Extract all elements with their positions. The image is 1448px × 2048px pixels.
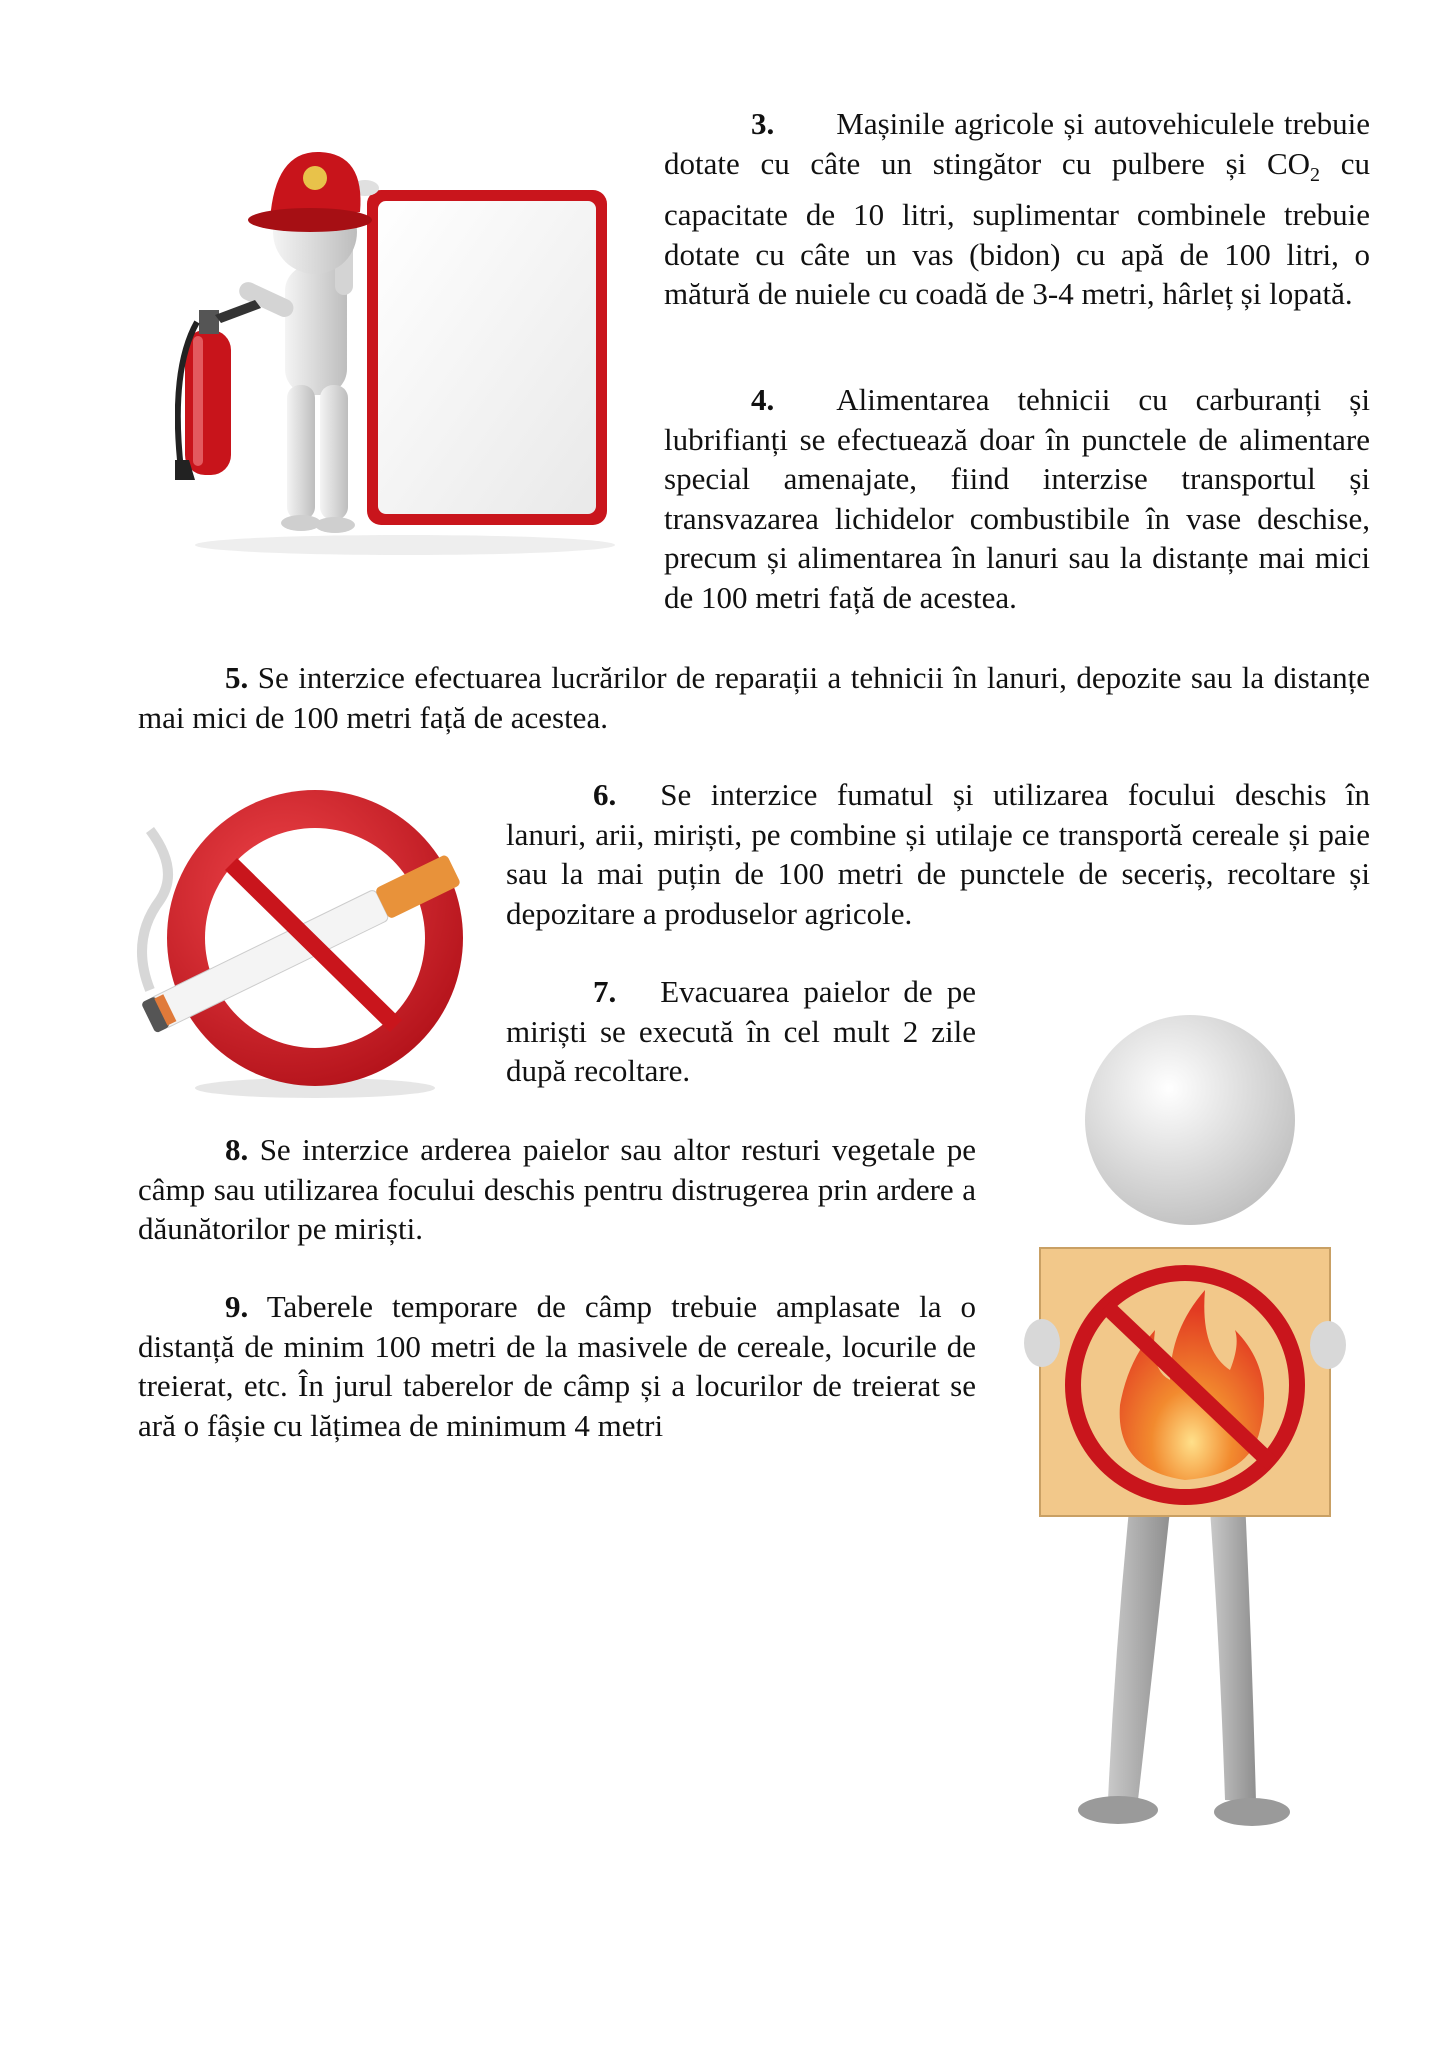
- item-9-text: Taberele temporare de câmp trebuie amplasate la o distanță de minim 100 metri de la masivele de cereale, locurile de treierat, etc. În jurul taberelor de câmp și a locurilor de treierat se ară o fâșie cu lățimea de minimum 4 metri: [138, 1289, 976, 1443]
- no-smoking-icon: [130, 770, 480, 1100]
- item-5-number: 5.: [225, 660, 249, 695]
- item-4-number: 4.: [751, 382, 775, 417]
- item-8: [138, 1130, 976, 1249]
- firefighter-with-extinguisher-icon: [175, 140, 615, 560]
- item-3-subscript: 2: [1310, 163, 1321, 186]
- firefighter-illustration: [175, 140, 615, 560]
- item-4-text: Alimentarea tehnicii cu carburanți și lubrifianți se efectuează doar în punctele de alimentare special amenajate, fiind interzise transportul și transvazarea lichidelor combustibile în vase deschise, precum și alimentarea în lanuri sau la distanțe mai mici de 100 metri față de acestea.: [664, 382, 1370, 615]
- item-7-text: Evacuarea paielor de pe miriști se execută în cel mult 2 zile după recoltare.: [506, 974, 976, 1088]
- item-6-number: 6.: [593, 777, 617, 812]
- item-3-text: Mașinile agricole și autovehiculele trebuie dotate cu câte un stingător cu pulbere și CO: [664, 106, 1370, 181]
- item-5-text: Se interzice efectuarea lucrărilor de reparații a tehnicii în lanuri, depozite sau la distanțe mai mici de 100 metri față de acestea.: [138, 660, 1371, 735]
- item-5: [138, 658, 1370, 737]
- no-fire-figure-illustration: [1020, 1010, 1350, 1840]
- item-6-text: Se interzice fumatul și utilizarea focului deschis în lanuri, arii, miriști, pe combine și utilaje ce transportă cereale și paie sau la mai puțin de 100 metri de punctele de seceriș, recoltare și depozitare a produselor agricole.: [506, 777, 1370, 931]
- item-7: [506, 972, 976, 1091]
- item-4: [664, 380, 1370, 617]
- item-6: [506, 775, 1370, 933]
- item-9: [138, 1287, 976, 1445]
- item-8-number: 8.: [225, 1132, 249, 1167]
- no-smoking-illustration: [130, 770, 480, 1100]
- item-7-number: 7.: [593, 974, 617, 1009]
- item-3-text-cont: cu capacitate de 10 litri, suplimentar combinele trebuie dotate cu câte un vas (bidon) cu apă de 100 litri, o mătură de nuiele cu coadă de 3-4 metri, hârleț și lopată.: [664, 145, 1370, 312]
- item-8-text: Se interzice arderea paielor sau altor resturi vegetale pe câmp sau utilizarea focului deschis pentru distrugerea prin ardere a dăunătorilor pe miriști.: [138, 1132, 976, 1246]
- item-3: [664, 104, 1370, 314]
- item-3-number: 3.: [751, 106, 775, 141]
- item-9-number: 9.: [225, 1289, 249, 1324]
- no-fire-sign-figure-icon: [1020, 1010, 1350, 1840]
